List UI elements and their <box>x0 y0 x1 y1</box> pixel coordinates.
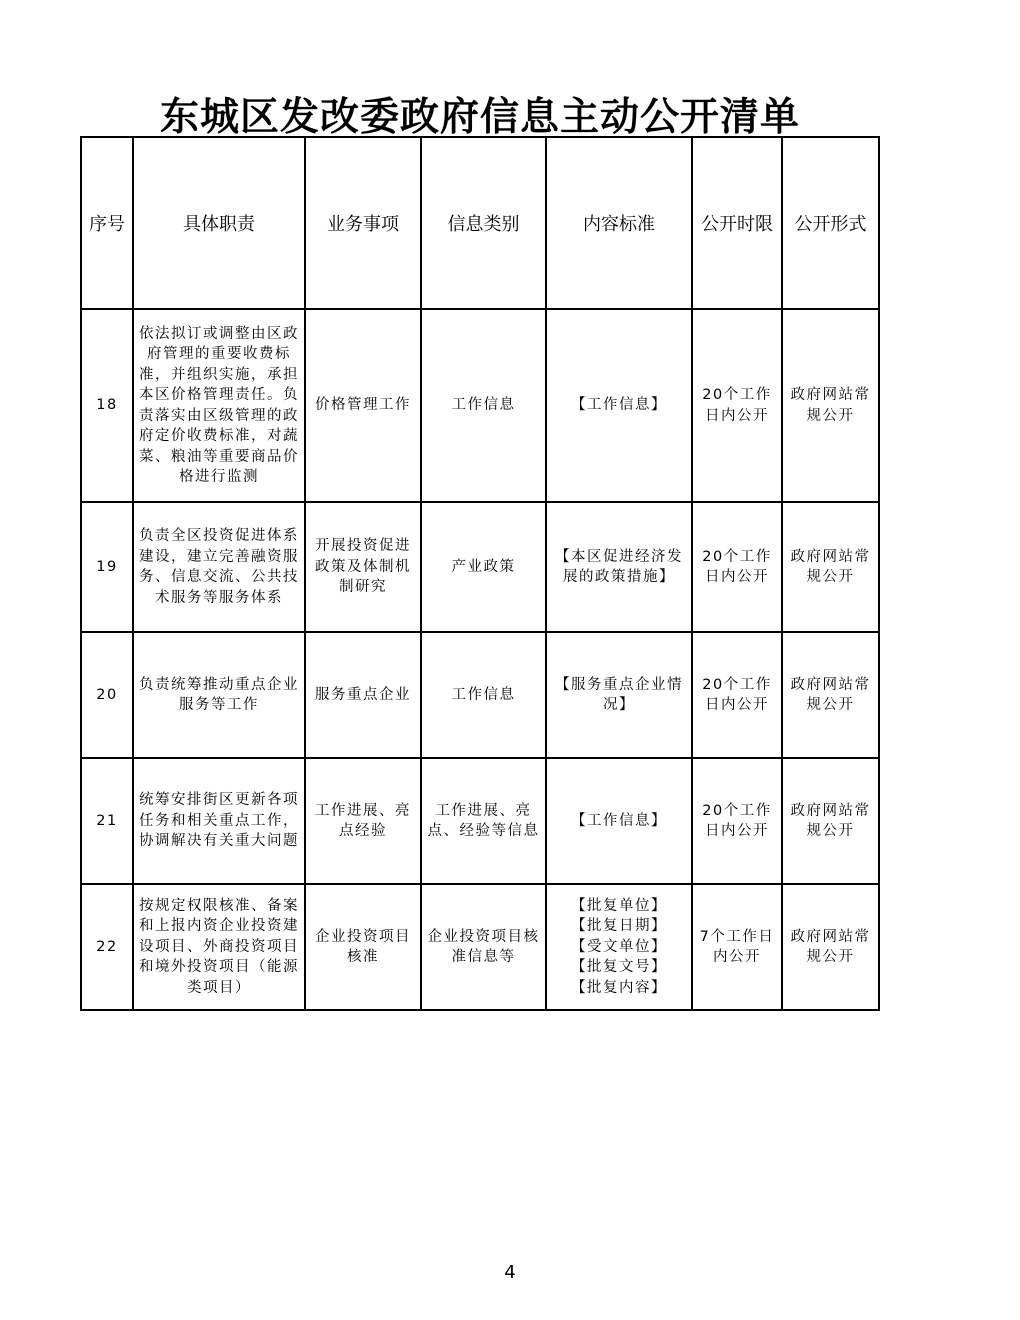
table-row <box>81 502 879 632</box>
row-category: 企业投资项目核准信息等 <box>421 884 546 1010</box>
page-title: 东城区发改委政府信息主动公开清单 <box>159 94 800 140</box>
row-matter: 服务重点企业 <box>305 632 421 758</box>
standard-line: 【批复单位】 <box>571 897 667 914</box>
header-duty: 具体职责 <box>133 137 305 309</box>
standard-line: 【受文单位】 <box>571 938 667 955</box>
page-number: 4 <box>504 1262 516 1283</box>
header-seq: 序号 <box>81 137 133 309</box>
row-category: 工作信息 <box>421 309 546 502</box>
row-standard: 【工作信息】 <box>546 758 692 884</box>
standard-line: 【批复内容】 <box>571 979 667 996</box>
row-form: 政府网站常规公开 <box>782 758 879 884</box>
header-standard: 内容标准 <box>546 137 692 309</box>
row-matter: 开展投资促进政策及体制机制研究 <box>305 502 421 632</box>
header-form: 公开形式 <box>782 137 879 309</box>
table-row <box>81 884 879 1010</box>
row-seq: 18 <box>81 309 133 502</box>
header-category: 信息类别 <box>421 137 546 309</box>
row-category: 产业政策 <box>421 502 546 632</box>
row-seq: 21 <box>81 758 133 884</box>
row-time: 20个工作日内公开 <box>692 632 782 758</box>
row-seq: 20 <box>81 632 133 758</box>
row-matter: 企业投资项目核准 <box>305 884 421 1010</box>
row-duty: 负责全区投资促进体系建设，建立完善融资服务、信息交流、公共技术服务等服务体系 <box>133 502 305 632</box>
table-row <box>81 309 879 502</box>
standard-line: 【批复文号】 <box>571 959 667 976</box>
row-duty: 统筹安排街区更新各项任务和相关重点工作，协调解决有关重大问题 <box>133 758 305 884</box>
row-form: 政府网站常规公开 <box>782 884 879 1010</box>
row-form: 政府网站常规公开 <box>782 309 879 502</box>
row-form: 政府网站常规公开 <box>782 632 879 758</box>
row-time: 7个工作日内公开 <box>692 884 782 1010</box>
standard-line: 【批复日期】 <box>571 918 667 935</box>
row-duty: 按规定权限核准、备案和上报内资企业投资建设项目、外商投资项目和境外投资项目（能源类项目） <box>133 884 305 1010</box>
row-standard: 【服务重点企业情况】 <box>546 632 692 758</box>
row-standard <box>546 884 692 1010</box>
header-matter: 业务事项 <box>305 137 421 309</box>
table-row <box>81 632 879 758</box>
row-standard: 【本区促进经济发展的政策措施】 <box>546 502 692 632</box>
row-standard: 【工作信息】 <box>546 309 692 502</box>
row-time: 20个工作日内公开 <box>692 502 782 632</box>
table-row <box>81 758 879 884</box>
row-seq: 22 <box>81 884 133 1010</box>
row-matter: 工作进展、亮点经验 <box>305 758 421 884</box>
row-duty: 负责统筹推动重点企业服务等工作 <box>133 632 305 758</box>
row-category: 工作进展、亮点、经验等信息 <box>421 758 546 884</box>
disclosure-table <box>80 136 880 1011</box>
header-time: 公开时限 <box>692 137 782 309</box>
row-seq: 19 <box>81 502 133 632</box>
row-form: 政府网站常规公开 <box>782 502 879 632</box>
row-matter: 价格管理工作 <box>305 309 421 502</box>
header-row <box>81 137 879 309</box>
row-time: 20个工作日内公开 <box>692 758 782 884</box>
row-duty: 依法拟订或调整由区政府管理的重要收费标准，并组织实施，承担本区价格管理责任。负责落实由区级管理的政府定价收费标准，对蔬菜、粮油等重要商品价格进行监测 <box>133 309 305 502</box>
row-time: 20个工作日内公开 <box>692 309 782 502</box>
row-category: 工作信息 <box>421 632 546 758</box>
